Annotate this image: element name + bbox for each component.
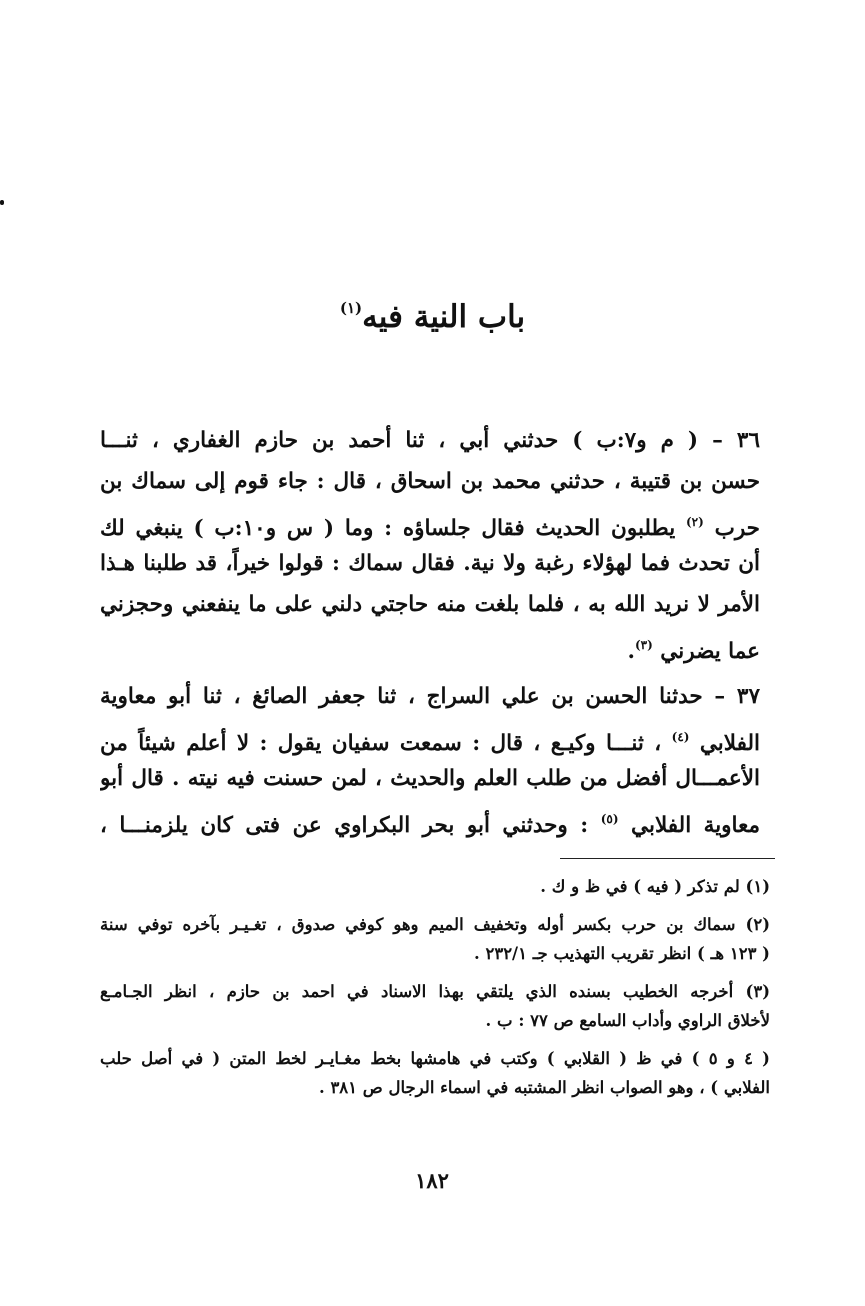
hadith-36	[100, 420, 760, 666]
hadith-37-line-3: الأعمـــال أفضل من طلب العلم والحديث ، لمن حسنت فيه نيته . قال أبو	[100, 766, 760, 791]
hadith-36-text-segment: يطلبون الحديث فقال جلساؤه : وما ( س و١٠:ب ) ينبغي لك	[100, 516, 676, 541]
footnote-line: ( ١٢٣ هـ ) انظر تقريب التهذيب جـ ٢٣٢/١ .	[473, 944, 770, 963]
footnote-4-5	[100, 1044, 770, 1102]
hadith-36-text-segment: .	[627, 639, 635, 664]
footnote-marker-4: (٤)	[671, 730, 690, 744]
footnote-line: ( ٤ و ٥ ) في ظ ( القلابي ) وكتب في هامشها بخط مغـايـر لخط المتن ( في أصل حلب	[100, 1049, 770, 1068]
hadith-36-line-4: أن تحدث فما لهؤلاء رغبة ولا نية. فقال سماك : قولوا خيراً، قد طلبنا هـذا	[100, 551, 760, 576]
hadith-37-line-4	[100, 799, 760, 840]
hadith-36-text-segment: حرب	[714, 516, 760, 541]
hadith-36-text-segment: عما يضرني	[660, 639, 760, 664]
footnote-2	[100, 910, 770, 968]
hadith-36-line-3	[100, 502, 760, 543]
hadith-36-line-2: حسن بن قتيبة ، حدثني محمد بن اسحاق ، قال : جاء قوم إلى سماك بن	[100, 469, 760, 494]
footnote-separator	[560, 858, 775, 859]
footnote-line: (٣) أخرجه الخطيب بسنده الذي يلتقي بهذا الاسناد في احمد بن حازم ، انظر الجـامـع	[100, 982, 770, 1001]
hadith-37	[100, 676, 760, 840]
footnote-3	[100, 977, 770, 1035]
footnote-marker-2: (٢)	[685, 515, 704, 529]
hadith-37-text-segment: : وحدثني أبو بحر البكراوي عن فتى كان يلزمنـــا ،	[100, 813, 589, 838]
chapter-title-footnote-marker: (١)	[339, 299, 363, 317]
footnote-line: الفلابي ) ، وهو الصواب انظر المشتبه في اسماء الرجال ص ٣٨١ .	[318, 1078, 770, 1097]
footnote-line: لأخلاق الراوي وأداب السامع ص ٧٧ : ب .	[485, 1011, 770, 1030]
chapter-title-text: باب النية فيه	[362, 299, 526, 335]
hadith-37-line-1: ٣٧ – حدثنا الحسن بن علي السراج ، ثنا جعفر الصائغ ، ثنا أبو معاوية	[100, 684, 760, 709]
footnote-marker-3: (٣)	[634, 638, 653, 652]
hadith-37-text-segment: ، ثنـــا وكيـع ، قال : سمعت سفيان يقول : لا أعلم شيئاً من	[100, 731, 662, 756]
hadith-37-text-segment: معاوية الفلابي	[631, 813, 760, 838]
hadith-36-line-1: ٣٦ – ( م و٧:ب ) حدثني أبي ، ثنا أحمد بن حازم الغفاري ، ثنـــا	[100, 428, 760, 453]
footnote-1	[100, 872, 770, 901]
chapter-title	[200, 283, 665, 342]
page-number: ١٨٢	[415, 1168, 449, 1193]
hadith-37-text-segment: الفلابي	[699, 731, 760, 756]
hadith-36-line-6	[100, 625, 760, 666]
hadith-37-line-2	[100, 717, 760, 758]
hadith-36-line-5: الأمر لا نريد الله به ، فلما بلغت منه حاجتي دلني على ما ينفعني وحجزني	[100, 592, 760, 617]
footnote-line: (٢) سماك بن حرب بكسر أوله وتخفيف الميم وهو كوفي صدوق ، تغـيـر بآخره توفي سنة	[100, 915, 770, 934]
footnote-line: (١) لم تذكر ( فيه ) في ظ و ك .	[540, 877, 770, 896]
scan-speck	[0, 200, 4, 205]
footnote-marker-5: (٥)	[600, 812, 619, 826]
footnotes	[100, 872, 770, 1111]
